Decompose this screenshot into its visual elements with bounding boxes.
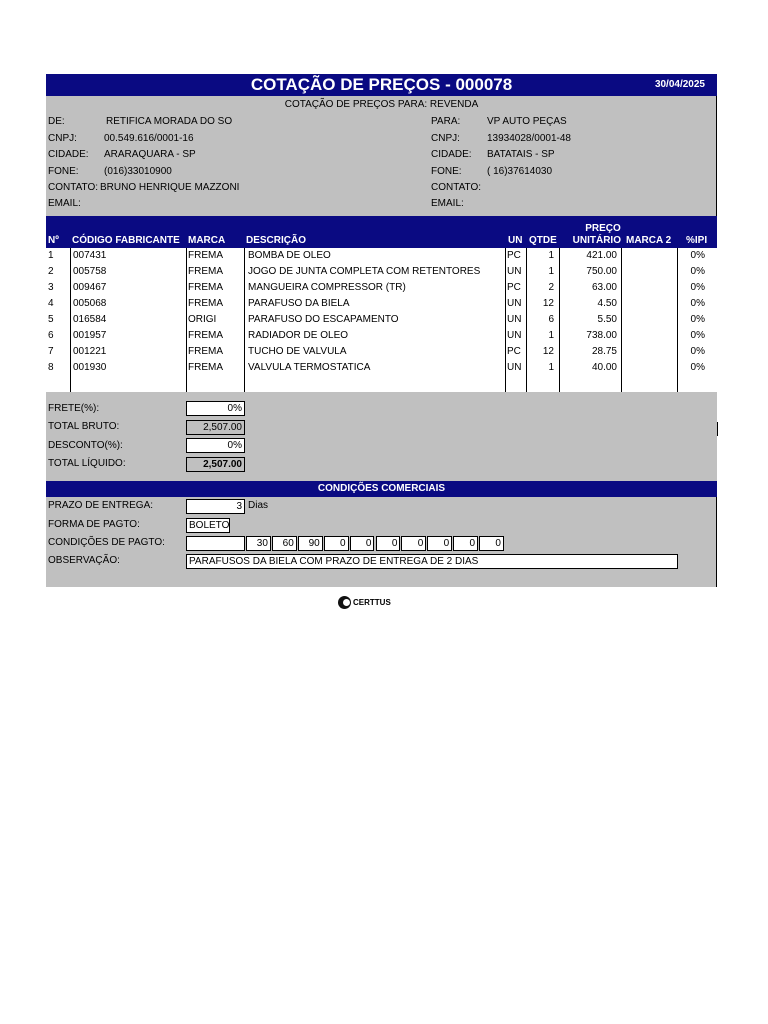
cell-qtde: 1: [548, 362, 554, 373]
recipient-para-value: VP AUTO PEÇAS: [487, 116, 567, 127]
cell-marca: FREMA: [188, 250, 223, 261]
recipient-cnpj-label: CNPJ:: [431, 133, 460, 144]
cell-codigo: 001930: [73, 362, 107, 373]
table-row: [46, 360, 717, 376]
cell-un: UN: [507, 330, 522, 341]
cell-codigo: 005758: [73, 266, 107, 277]
cell-ipi: 0%: [690, 282, 705, 293]
cell-qtde: 2: [548, 282, 554, 293]
frete-label: FRETE(%):: [48, 403, 100, 414]
table-row: [46, 280, 717, 296]
sender-cnpj-label: CNPJ:: [48, 133, 77, 144]
conditions-panel: [46, 497, 717, 587]
cell-marca: FREMA: [188, 282, 223, 293]
sender-contato-value: BRUNO HENRIQUE MAZZONI: [100, 182, 240, 193]
cell-un: UN: [507, 362, 522, 373]
panel-edge: [717, 422, 718, 436]
cell-descricao: VALVULA TERMOSTATICA: [248, 362, 371, 373]
cell-codigo: 001221: [73, 346, 107, 357]
recipient-email-label: EMAIL:: [431, 198, 464, 209]
cell-un: PC: [507, 250, 521, 261]
cell-marca: FREMA: [188, 298, 223, 309]
cell-qtde: 1: [548, 266, 554, 277]
cell-preco: 28.75: [591, 346, 617, 357]
recipient-cidade-value: BATATAIS - SP: [487, 149, 555, 160]
cell-marca: ORIGI: [188, 314, 217, 325]
sender-de-label: DE:: [48, 116, 65, 127]
cell-ipi: 0%: [690, 362, 705, 373]
cell-descricao: TUCHO DE VALVULA: [248, 346, 347, 357]
cell-un: PC: [507, 282, 521, 293]
sender-cnpj-value: 00.549.616/0001-16: [104, 133, 194, 144]
sender-fone-label: FONE:: [48, 166, 79, 177]
sender-contato-label: CONTATO:: [48, 182, 98, 193]
recipient-fone-value: ( 16)37614030: [487, 166, 553, 177]
cell-un: UN: [507, 298, 522, 309]
sender-email-label: EMAIL:: [48, 198, 81, 209]
installment-field[interactable]: 0: [479, 536, 504, 551]
frete-field[interactable]: 0%: [186, 401, 245, 416]
cell-ipi: 0%: [690, 298, 705, 309]
recipient-cidade-label: CIDADE:: [431, 149, 472, 160]
cell-ipi: 0%: [690, 266, 705, 277]
forma-pagto-field[interactable]: BOLETO: [186, 518, 230, 533]
items-table-body: [46, 248, 717, 392]
cell-preco: 40.00: [591, 362, 617, 373]
page-title: COTAÇÃO DE PREÇOS - 000078: [250, 75, 513, 94]
title-bar: [46, 74, 717, 96]
cell-preco: 63.00: [591, 282, 617, 293]
installment-field[interactable]: 30: [246, 536, 271, 551]
prazo-unit: Dias: [248, 500, 269, 511]
installment-field[interactable]: 0: [427, 536, 452, 551]
cell-descricao: MANGUEIRA COMPRESSOR (TR): [248, 282, 406, 293]
sender-fone-value: (016)33010900: [104, 166, 172, 177]
items-table-header: [46, 216, 717, 248]
sender-de-value: RETIFICA MORADA DO SO: [106, 116, 233, 127]
sender-cidade-label: CIDADE:: [48, 149, 89, 160]
total-bruto-value: 2,507.00: [186, 420, 245, 435]
cell-descricao: BOMBA DE OLEO: [248, 250, 331, 261]
cell-codigo: 001957: [73, 330, 107, 341]
installment-field[interactable]: 0: [453, 536, 478, 551]
parties-panel: [46, 96, 717, 216]
forma-pagto-label: FORMA DE PAGTO:: [48, 519, 140, 530]
observacao-label: OBSERVAÇÃO:: [48, 555, 120, 566]
cell-descricao: JOGO DE JUNTA COMPLETA COM RETENTORES: [248, 266, 481, 277]
col-un: UN: [508, 235, 523, 246]
desconto-field[interactable]: 0%: [186, 438, 245, 453]
col-preco-line1: PREÇO: [585, 223, 621, 234]
cell-un: UN: [507, 266, 522, 277]
installment-field[interactable]: 0: [376, 536, 401, 551]
cell-descricao: RADIADOR DE OLEO: [248, 330, 349, 341]
cell-n: 6: [48, 330, 54, 341]
cell-ipi: 0%: [690, 330, 705, 341]
cell-n: 1: [48, 250, 54, 261]
table-row: [46, 312, 717, 328]
cell-codigo: 005068: [73, 298, 107, 309]
cell-n: 5: [48, 314, 54, 325]
cell-preco: 738.00: [586, 330, 617, 341]
conditions-title: CONDIÇÕES COMERCIAIS: [46, 481, 717, 497]
table-row: [46, 344, 717, 360]
cell-marca: FREMA: [188, 362, 223, 373]
cell-ipi: 0%: [690, 346, 705, 357]
cell-n: 4: [48, 298, 54, 309]
prazo-label: PRAZO DE ENTREGA:: [48, 500, 154, 511]
cell-un: UN: [507, 314, 522, 325]
recipient-fone-label: FONE:: [431, 166, 462, 177]
table-row: [46, 296, 717, 312]
table-row: [46, 264, 717, 280]
table-row: [46, 328, 717, 344]
col-ipi: %IPI: [686, 235, 708, 246]
cell-descricao: PARAFUSO DA BIELA: [248, 298, 350, 309]
cell-ipi: 0%: [690, 314, 705, 325]
installment-field[interactable]: 90: [298, 536, 323, 551]
cell-preco: 4.50: [597, 298, 617, 309]
recipient-cnpj-value: 13934028/0001-48: [487, 133, 571, 144]
installment-field[interactable]: 0: [401, 536, 426, 551]
cell-codigo: 016584: [73, 314, 107, 325]
desconto-label: DESCONTO(%):: [48, 440, 123, 451]
col-codigo: CÓDIGO FABRICANTE: [72, 235, 180, 246]
cond-pagto-label: CONDIÇÕES DE PAGTO:: [48, 537, 165, 548]
certtus-logo-text: CERTTUS: [353, 598, 391, 607]
cell-codigo: 007431: [73, 250, 107, 261]
cell-preco: 421.00: [586, 250, 617, 261]
col-n: Nº: [48, 235, 59, 246]
cell-descricao: PARAFUSO DO ESCAPAMENTO: [248, 314, 399, 325]
installment-field[interactable]: 0: [324, 536, 349, 551]
recipient-para-label: PARA:: [431, 116, 461, 127]
cell-codigo: 009467: [73, 282, 107, 293]
cell-qtde: 1: [548, 330, 554, 341]
cell-qtde: 12: [542, 346, 554, 357]
cell-preco: 5.50: [597, 314, 617, 325]
cell-n: 2: [48, 266, 54, 277]
cell-qtde: 6: [548, 314, 554, 325]
cell-preco: 750.00: [586, 266, 617, 277]
col-descricao: DESCRIÇÃO: [246, 235, 307, 246]
cell-qtde: 1: [548, 250, 554, 261]
totals-panel: [46, 392, 717, 481]
total-liquido-value: 2,507.00: [186, 457, 245, 472]
total-bruto-label: TOTAL BRUTO:: [48, 421, 120, 432]
sender-cidade-value: ARARAQUARA - SP: [104, 149, 196, 160]
recipient-contato-label: CONTATO:: [431, 182, 481, 193]
table-row: [46, 248, 717, 264]
total-liquido-label: TOTAL LÍQUIDO:: [48, 458, 126, 469]
col-marca2: MARCA 2: [626, 235, 672, 246]
cell-n: 8: [48, 362, 54, 373]
prazo-field[interactable]: 3: [186, 499, 245, 514]
certtus-logo-icon: [338, 596, 351, 609]
installment-field[interactable]: 0: [350, 536, 375, 551]
cell-marca: FREMA: [188, 346, 223, 357]
cell-n: 7: [48, 346, 54, 357]
certtus-logo: [338, 596, 391, 609]
col-preco-line2: UNITÁRIO: [572, 235, 621, 246]
col-marca: MARCA: [188, 235, 226, 246]
cond-pagto-first-field[interactable]: [186, 536, 245, 551]
quote-date: 30/04/2025: [654, 79, 705, 90]
col-qtde: QTDE: [529, 235, 557, 246]
cell-ipi: 0%: [690, 250, 705, 261]
cell-qtde: 12: [542, 298, 554, 309]
observacao-field[interactable]: PARAFUSOS DA BIELA COM PRAZO DE ENTREGA DE 2 DIAS: [186, 554, 678, 569]
cell-marca: FREMA: [188, 266, 223, 277]
quote-subtitle: COTAÇÃO DE PREÇOS PARA: REVENDA: [284, 99, 479, 110]
cell-marca: FREMA: [188, 330, 223, 341]
quote-sheet: [46, 74, 717, 587]
cell-n: 3: [48, 282, 54, 293]
installment-field[interactable]: 60: [272, 536, 297, 551]
cell-un: PC: [507, 346, 521, 357]
